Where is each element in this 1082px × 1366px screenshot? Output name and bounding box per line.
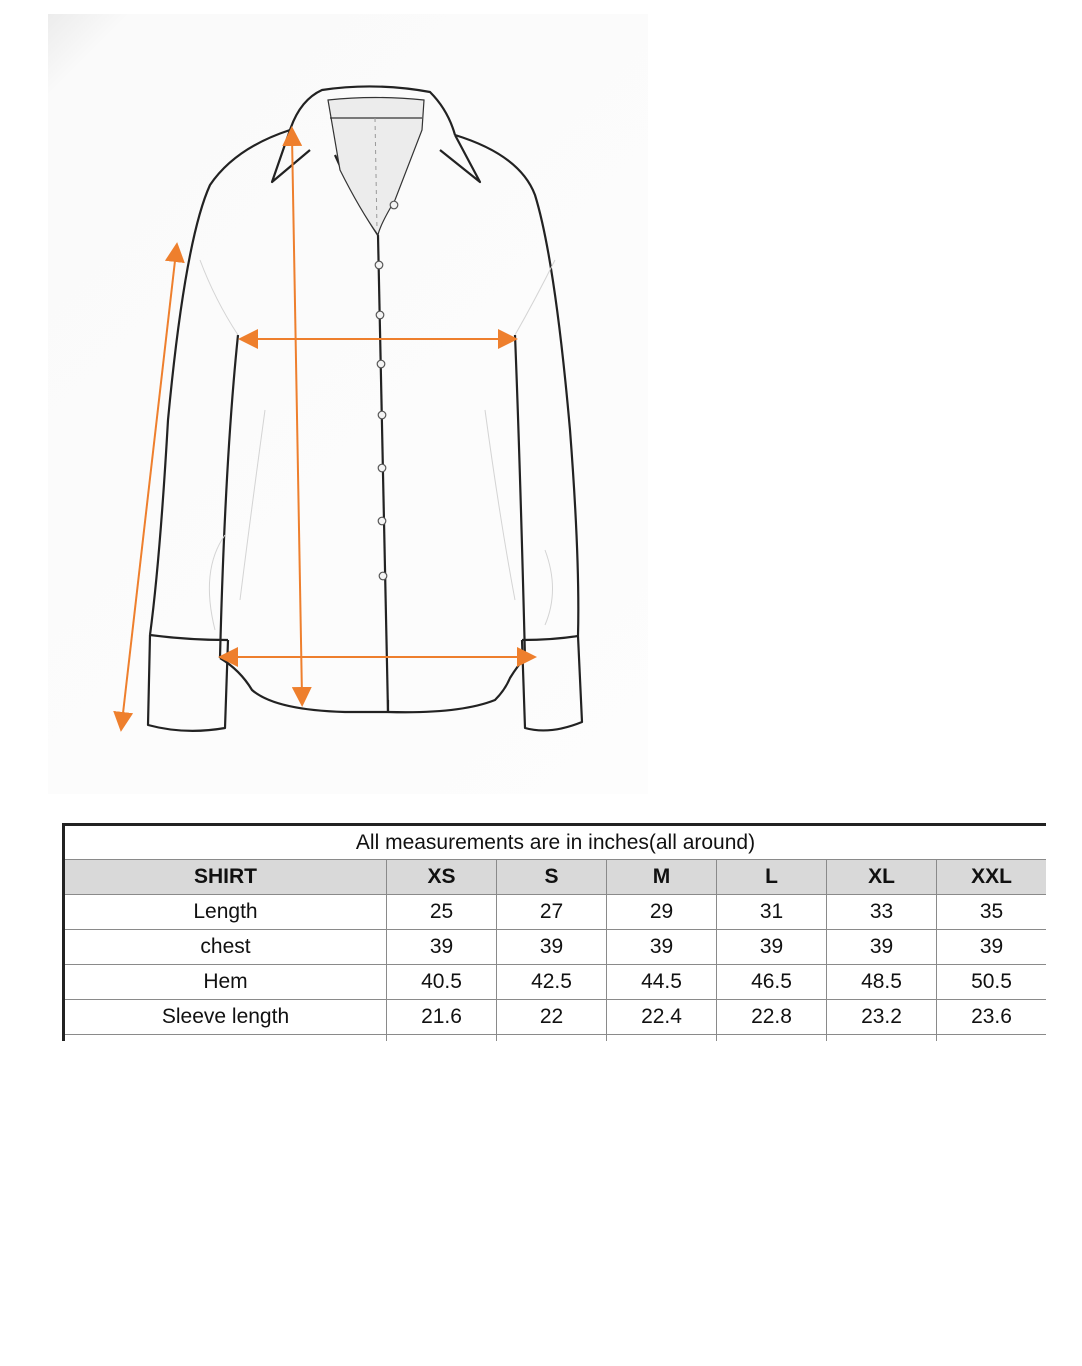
cell: 39 <box>827 930 937 965</box>
row-label: Hem <box>64 965 387 1000</box>
cell: 31 <box>717 895 827 930</box>
cell: 25 <box>387 895 497 930</box>
cell: 39 <box>607 930 717 965</box>
cell: 48.5 <box>827 965 937 1000</box>
table-row <box>64 965 1047 1000</box>
header-shirt: SHIRT <box>64 860 387 895</box>
table-row <box>64 930 1047 965</box>
cell: 39 <box>497 930 607 965</box>
cell: 23.6 <box>937 1000 1047 1035</box>
header-xl: XL <box>827 860 937 895</box>
cell: 21.6 <box>387 1000 497 1035</box>
cell: 29 <box>607 895 717 930</box>
header-xs: XS <box>387 860 497 895</box>
cell: 35 <box>937 895 1047 930</box>
table-row-cutoff <box>64 1035 1047 1042</box>
cell: 44.5 <box>607 965 717 1000</box>
body-length-arrow <box>292 136 302 697</box>
cell: 22.8 <box>717 1000 827 1035</box>
cell: 39 <box>717 930 827 965</box>
shirt-illustration <box>48 14 648 794</box>
size-chart <box>62 823 1046 1041</box>
cell: 40.5 <box>387 965 497 1000</box>
header-m: M <box>607 860 717 895</box>
cell: 27 <box>497 895 607 930</box>
row-label: chest <box>64 930 387 965</box>
table-header-row <box>64 860 1047 895</box>
cell: 50.5 <box>937 965 1047 1000</box>
header-xxl: XXL <box>937 860 1047 895</box>
row-label: Length <box>64 895 387 930</box>
cell: 22.4 <box>607 1000 717 1035</box>
cell: 33 <box>827 895 937 930</box>
cell: 39 <box>937 930 1047 965</box>
cell: 46.5 <box>717 965 827 1000</box>
table-row <box>64 895 1047 930</box>
cell: 22 <box>497 1000 607 1035</box>
table-caption-row <box>64 825 1047 860</box>
cell: 42.5 <box>497 965 607 1000</box>
header-l: L <box>717 860 827 895</box>
table-row <box>64 1000 1047 1035</box>
row-label: Sleeve length <box>64 1000 387 1035</box>
header-s: S <box>497 860 607 895</box>
cell: 39 <box>387 930 497 965</box>
size-chart-table <box>62 823 1046 1041</box>
table-caption: All measurements are in inches(all around) <box>64 825 1047 860</box>
shirt-drawing-icon <box>48 14 648 794</box>
cell: 23.2 <box>827 1000 937 1035</box>
